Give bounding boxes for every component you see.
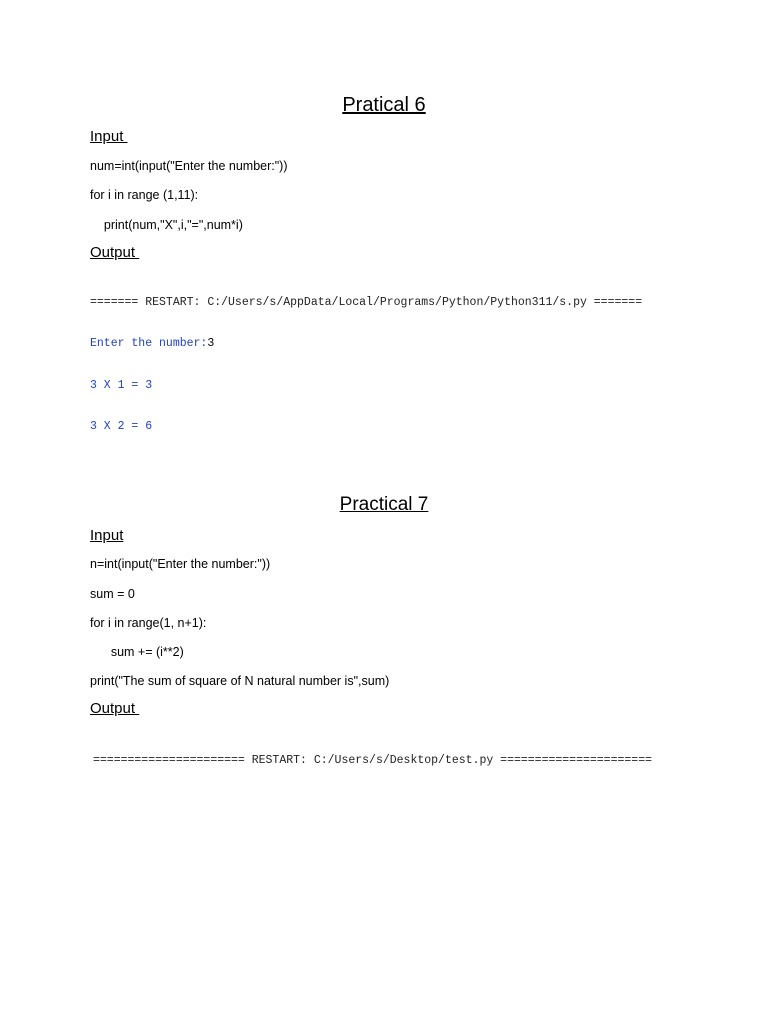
practical7-code-line-2: sum = 0 — [90, 587, 135, 601]
practical6-output-heading: Output — [90, 244, 140, 261]
practical7-console-output — [93, 727, 688, 777]
console-prompt: Enter the number: — [90, 337, 208, 351]
practical6-code-line-1: num=int(input("Enter the number:")) — [90, 159, 288, 173]
console-output-line: 3 X 2 = 6 — [90, 420, 153, 434]
practical6-input-heading: Input — [90, 128, 128, 145]
practical7-output-heading: Output — [90, 700, 140, 717]
practical6-code-line-3: print(num,"X",i,"=",num*i) — [90, 218, 243, 232]
console-restart-line: ====================== RESTART: C:/Users/s/Desktop/test.py ====================== — [93, 754, 652, 767]
practical7-title: Practical 7 — [339, 494, 429, 515]
console-restart-line: ======= RESTART: C:/Users/s/AppData/Local/Programs/Python/Python311/s.py ======= — [90, 296, 643, 309]
practical6-code-line-2: for i in range (1,11): — [90, 188, 199, 202]
practical7-code-line-5: print("The sum of square of N natural number is",sum) — [90, 674, 390, 688]
console-output-line: 3 X 1 = 3 — [90, 378, 153, 392]
practical6-console-output — [90, 269, 678, 459]
practical7-code-line-3: for i in range(1, n+1): — [90, 616, 207, 630]
practical7-code-line-4: sum += (i**2) — [90, 645, 184, 659]
practical7-input-heading: Input — [90, 527, 124, 544]
practical6-title: Pratical 6 — [342, 94, 426, 116]
practical7-code-line-1: n=int(input("Enter the number:")) — [90, 557, 271, 571]
console-prompt-line — [90, 336, 678, 351]
console-prompt-input: 3 — [207, 337, 215, 351]
